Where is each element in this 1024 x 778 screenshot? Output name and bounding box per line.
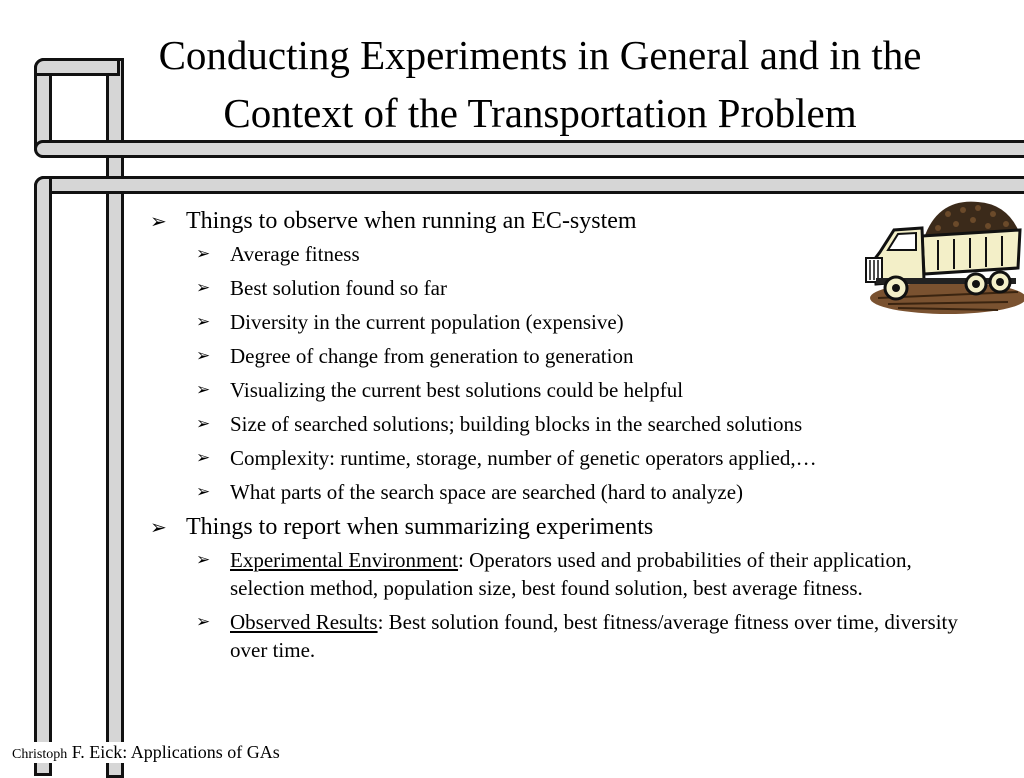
list-item: ➢ Visualizing the current best solutions could be helpful	[196, 378, 684, 402]
bullet-level1	[146, 512, 986, 542]
list-item: ➢ Complexity: runtime, storage, number of genetic operators applied,…	[196, 446, 817, 470]
frame-vertical-bar-inner	[106, 58, 124, 778]
list-item: ➢ Degree of change from generation to generation	[196, 344, 634, 368]
footer-text: F. Eick: Applications of GAs	[67, 742, 280, 762]
footer-author-first: Christoph	[12, 747, 68, 762]
arrow-bullet-icon: ➢	[196, 482, 211, 502]
arrow-bullet-icon: ➢	[196, 278, 211, 298]
list-item: ➢ What parts of the search space are searched (hard to analyze)	[196, 480, 744, 504]
frame-horizontal-bar-upper	[34, 140, 1024, 158]
list-item: ➢ Diversity in the current population (expensive)	[196, 310, 624, 334]
slide-footer	[12, 742, 284, 763]
slide-body	[146, 206, 986, 670]
section2-heading: Things to report when summarizing experiments	[186, 514, 654, 540]
section1-heading: Things to observe when running an EC-system	[186, 208, 637, 234]
arrow-bullet-icon: ➢	[150, 209, 167, 233]
list-item: ➢ Observed Results: Best solution found, best fitness/average fitness over time, diversity over time.	[196, 610, 958, 662]
arrow-bullet-icon: ➢	[196, 346, 211, 366]
arrow-bullet-icon: ➢	[196, 612, 211, 632]
title-line-2: Context of the Transportation Problem	[219, 90, 860, 136]
arrow-bullet-icon: ➢	[196, 380, 211, 400]
list-item: ➢ Size of searched solutions; building blocks in the searched solutions	[196, 412, 803, 436]
title-line-1: Conducting Experiments in General and in the	[155, 32, 926, 78]
arrow-bullet-icon: ➢	[196, 414, 211, 434]
slide-title	[100, 26, 980, 142]
item-label: Observed Results	[230, 610, 378, 634]
list-item: ➢ Best solution found so far	[196, 276, 447, 300]
arrow-bullet-icon: ➢	[196, 448, 211, 468]
arrow-bullet-icon: ➢	[150, 515, 167, 539]
frame-horizontal-bar-lower	[34, 176, 1024, 194]
item-label: Experimental Environment	[230, 548, 459, 572]
bullet-level1	[146, 206, 986, 236]
frame-vertical-bar-outer	[34, 176, 52, 776]
arrow-bullet-icon: ➢	[196, 312, 211, 332]
list-item: ➢ Average fitness	[196, 242, 360, 266]
arrow-bullet-icon: ➢	[196, 244, 211, 264]
list-item: ➢ Experimental Environment: Operators used and probabilities of their application, selection method, population size, best found solution, best average fitness.	[196, 548, 912, 600]
arrow-bullet-icon: ➢	[196, 550, 211, 570]
